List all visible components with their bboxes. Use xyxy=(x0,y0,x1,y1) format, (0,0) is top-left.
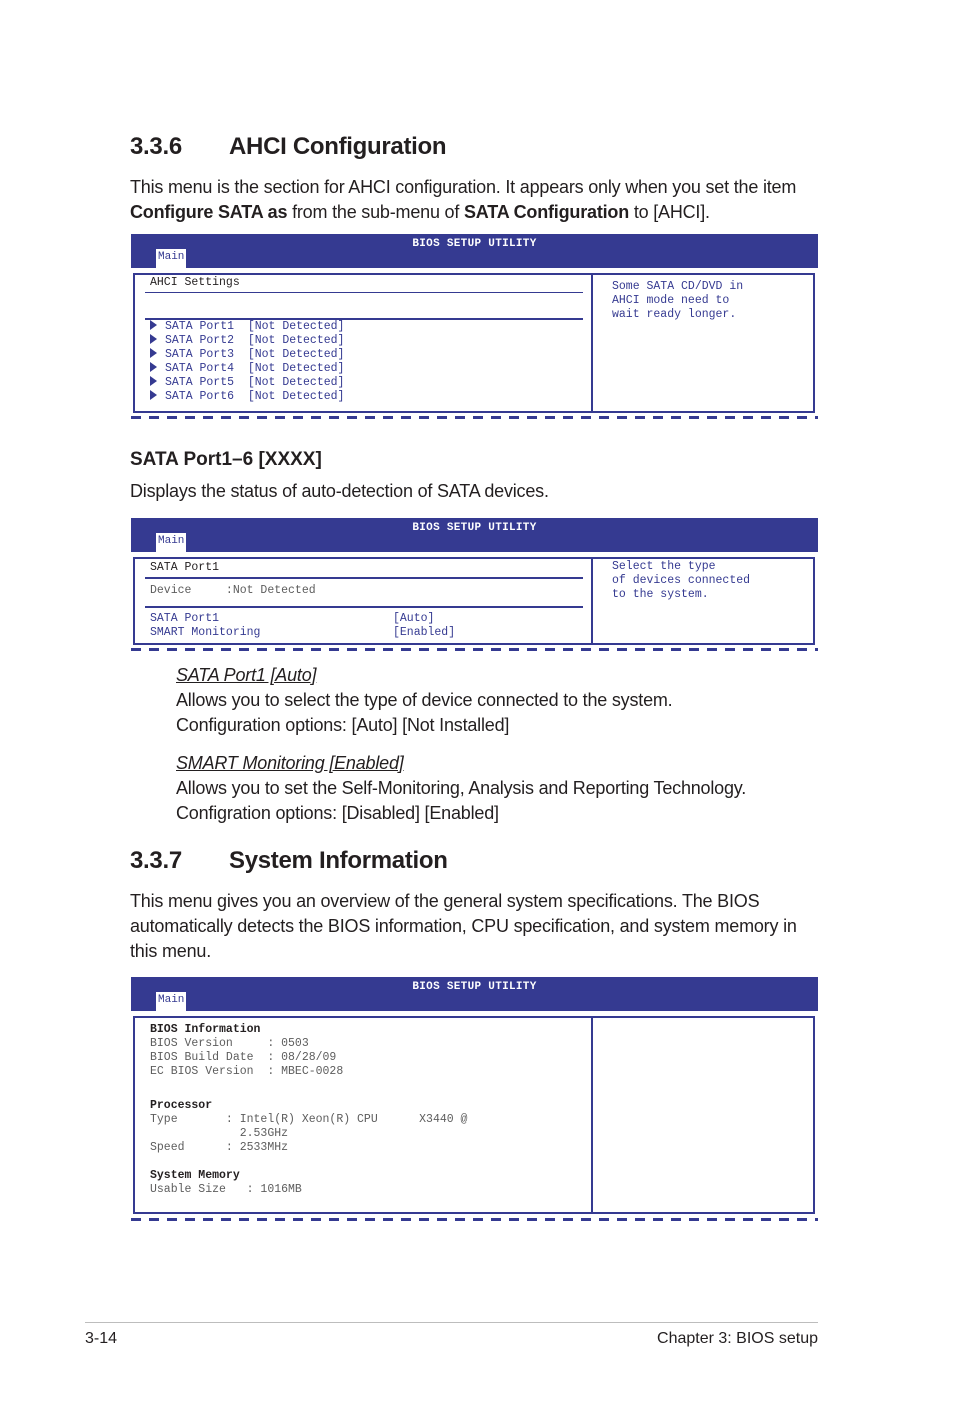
option-smart-monitoring-label[interactable]: SMART Monitoring xyxy=(150,626,261,639)
intro-text: to [AHCI]. xyxy=(629,202,710,222)
page-number: 3-14 xyxy=(85,1330,118,1347)
system-memory-heading: System Memory xyxy=(150,1169,240,1182)
bios-utility-title: BIOS SETUP UTILITY xyxy=(412,981,537,993)
option-smart-monitoring-value[interactable]: [Enabled] xyxy=(393,626,456,639)
submenu-arrow-icon xyxy=(150,320,157,330)
divider xyxy=(145,577,583,579)
bios-title-bar xyxy=(131,234,818,268)
bios-title-bar xyxy=(131,977,818,1011)
panel-title: SATA Port1 xyxy=(150,561,220,574)
bios-right-frame xyxy=(591,1016,815,1214)
divider xyxy=(145,606,583,608)
option-sata-port1-value[interactable]: [Auto] xyxy=(393,612,435,625)
bios-utility-title: BIOS SETUP UTILITY xyxy=(412,238,537,250)
processor-heading: Processor xyxy=(150,1099,213,1112)
sata-port-label: SATA Port1 [Not Detected] xyxy=(165,320,345,333)
sata-port-item[interactable] xyxy=(150,348,344,362)
bios-bottom-border xyxy=(131,416,818,419)
bios-bottom-border xyxy=(131,1218,818,1221)
bios-build-date: BIOS Build Date : 08/28/09 xyxy=(150,1051,337,1064)
submenu-arrow-icon xyxy=(150,362,157,372)
divider xyxy=(145,292,583,293)
sata-port-heading: SATA Port1–6 [XXXX] xyxy=(130,449,322,470)
ec-bios-version: EC BIOS Version : MBEC-0028 xyxy=(150,1065,344,1078)
bios-title-bar xyxy=(131,518,818,552)
tab-main[interactable]: Main xyxy=(156,249,186,268)
section-title: System Information xyxy=(229,847,448,874)
submenu-arrow-icon xyxy=(150,348,157,358)
tab-main[interactable]: Main xyxy=(156,533,186,552)
intro-bold-text: SATA Configuration xyxy=(463,202,630,222)
sata-port1-auto-line: Allows you to select the type of device connected to the system. xyxy=(176,690,673,710)
sata-port-item[interactable] xyxy=(150,320,344,334)
panel-title: AHCI Settings xyxy=(150,276,240,289)
ahci-intro xyxy=(130,175,820,225)
bios-screen-sata-port1 xyxy=(131,518,818,658)
intro-text: from the sub-menu of xyxy=(287,202,464,222)
usable-size: Usable Size : 1016MB xyxy=(150,1183,302,1196)
sata-port-list xyxy=(150,320,344,404)
smart-monitoring-title: SMART Monitoring [Enabled] xyxy=(176,753,404,773)
sata-port1-auto-block xyxy=(176,663,826,738)
sata-port-item[interactable] xyxy=(150,390,344,404)
submenu-arrow-icon xyxy=(150,376,157,386)
device-status: Device :Not Detected xyxy=(150,584,316,597)
chapter-label: Chapter 3: BIOS setup xyxy=(657,1330,818,1347)
sata-port-label: SATA Port4 [Not Detected] xyxy=(165,362,345,375)
sata-port-item[interactable] xyxy=(150,334,344,348)
bios-utility-title: BIOS SETUP UTILITY xyxy=(412,522,537,534)
intro-text: This menu is the section for AHCI configuration. It appears only when you set the item xyxy=(130,177,797,197)
help-text: Select the type of devices connected to the system. xyxy=(612,560,751,601)
bios-info-heading: BIOS Information xyxy=(150,1023,261,1036)
bios-screen-ahci xyxy=(131,234,818,424)
submenu-arrow-icon xyxy=(150,334,157,344)
system-info-intro: This menu gives you an overview of the general system specifications. The BIOS automatically detects the BIOS information, CPU specification, and system memory in this menu. xyxy=(130,891,797,961)
sata-port-item[interactable] xyxy=(150,376,344,390)
smart-monitoring-line: Allows you to set the Self-Monitoring, Analysis and Reporting Technology. xyxy=(176,778,747,798)
sata-port1-auto-title: SATA Port1 [Auto] xyxy=(176,665,317,685)
section-number: 3.3.6 xyxy=(130,133,182,160)
sata-port-label: SATA Port6 [Not Detected] xyxy=(165,390,345,403)
sata-port-item[interactable] xyxy=(150,362,344,376)
smart-monitoring-line: Configration options: [Disabled] [Enabled] xyxy=(176,803,499,823)
section-heading-system-info xyxy=(130,847,448,875)
bios-version: BIOS Version : 0503 xyxy=(150,1037,309,1050)
submenu-arrow-icon xyxy=(150,390,157,400)
section-number: 3.3.7 xyxy=(130,847,182,874)
sata-port-label: SATA Port2 [Not Detected] xyxy=(165,334,345,347)
section-title: AHCI Configuration xyxy=(229,133,447,160)
system-info-content xyxy=(150,1023,467,1197)
sata-port-label: SATA Port5 [Not Detected] xyxy=(165,376,345,389)
smart-monitoring-block xyxy=(176,751,826,826)
processor-speed: Speed : 2533MHz xyxy=(150,1141,289,1154)
sata-port1-auto-line: Configuration options: [Auto] [Not Installed] xyxy=(176,715,510,735)
bios-bottom-border xyxy=(131,648,818,651)
help-text: Some SATA CD/DVD in AHCI mode need to wait ready longer. xyxy=(612,280,744,321)
intro-bold-text: Configure SATA as xyxy=(130,202,288,222)
sata-port-description: Displays the status of auto-detection of SATA devices. xyxy=(130,481,549,501)
processor-type: Type : Intel(R) Xeon(R) CPU X3440 @ 2.53GHz xyxy=(150,1113,468,1140)
footer-rule xyxy=(85,1322,818,1323)
bios-screen-system-info xyxy=(131,977,818,1227)
tab-main[interactable]: Main xyxy=(156,992,186,1011)
section-heading-ahci xyxy=(130,133,446,161)
option-sata-port1-label[interactable]: SATA Port1 xyxy=(150,612,220,625)
sata-port-label: SATA Port3 [Not Detected] xyxy=(165,348,345,361)
